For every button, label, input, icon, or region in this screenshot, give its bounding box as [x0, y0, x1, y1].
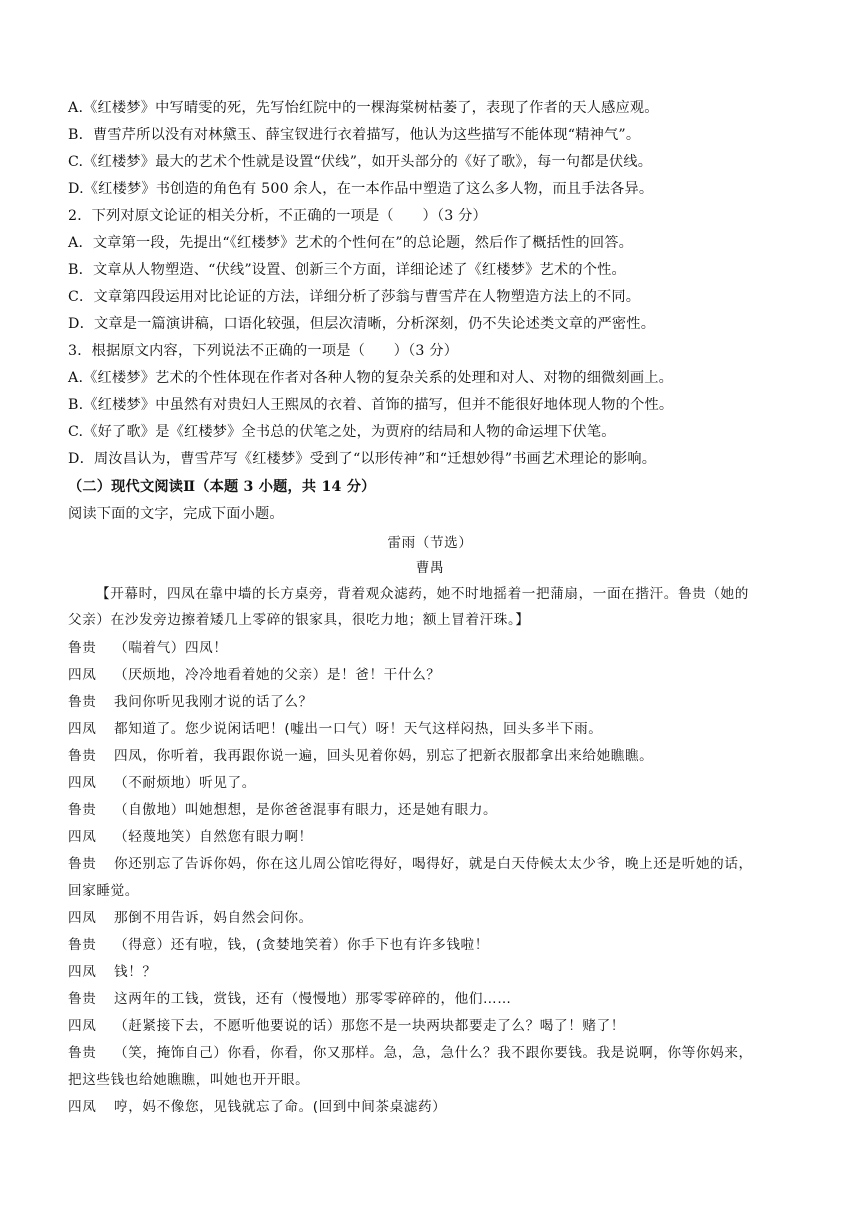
q2-option-c: C．文章第四段运用对比论证的方法，详细分析了莎翁与曹雪芹在人物塑造方法上的不同。 [68, 289, 641, 305]
dialogue-line [68, 800, 497, 820]
dialogue-text: （不耐烦地）听见了。 [114, 775, 256, 791]
speaker-name: 鲁贵 [68, 802, 97, 818]
dialogue-text: （厌烦地，冷冷地看着她的父亲）是！爸！干什么？ [114, 667, 441, 683]
speaker-name: 四凤 [68, 829, 97, 845]
speaker-name: 四凤 [68, 1018, 97, 1034]
play-title: 雷雨（节选） [387, 535, 473, 551]
dialogue-line [68, 1097, 446, 1117]
dialogue-line [68, 827, 313, 847]
section-heading: （二）现代文阅读Ⅱ（本题 3 小题，共 14 分） [68, 479, 376, 495]
speaker-name: 四凤 [68, 775, 97, 791]
dialogue-text: 那倒不用告诉，妈自然会问你。 [114, 910, 313, 926]
speaker-name: 鲁贵 [68, 748, 97, 764]
q3-option-d: D．周汝昌认为，曹雪芹写《红楼梦》受到了“以形传神”和“迁想妙得”书画艺术理论的影响。 [68, 451, 657, 467]
dialogue-line [68, 935, 489, 955]
dialogue-text: 都知道了。您少说闲话吧！(嘘出一口气）呀！天气这样闷热，回头多半下雨。 [114, 721, 603, 737]
dialogue-text: 你还别忘了告诉你妈，你在这儿周公馆吃得好，喝得好，就是白天侍候太太少爷，晚上还是听她的话， [114, 856, 753, 872]
dialogue-text: （得意）还有啦，钱，(贪婪地笑着）你手下也有许多钱啦！ [114, 937, 489, 953]
q2-option-d: D．文章是一篇演讲稿，口语化较强，但层次清晰，分析深刻，仍不失论述类文章的严密性。 [68, 316, 656, 332]
dialogue-line [68, 692, 313, 712]
stage-direction-line-2: 父亲）在沙发旁边擦着矮几上零碎的银家具，很吃力地；额上冒着汗珠。】 [68, 612, 530, 628]
dialogue-line [68, 773, 256, 793]
speaker-name: 鲁贵 [68, 694, 97, 710]
dialogue-line [68, 638, 228, 658]
speaker-name: 鲁贵 [68, 856, 97, 872]
dialogue-line [68, 1043, 753, 1063]
dialogue-text: 哼，妈不像您，见钱就忘了命。(回到中间茶桌滤药） [114, 1099, 447, 1115]
dialogue-line [68, 962, 157, 982]
dialogue-line [68, 989, 511, 1009]
speaker-name: 四凤 [68, 964, 97, 980]
dialogue-text: 我问你听见我刚才说的话了么？ [114, 694, 313, 710]
dialogue-text: （喘着气）四凤！ [114, 640, 228, 656]
q3-stem: 3．根据原文内容，下列说法不正确的一项是（ ）（3 分） [68, 343, 459, 359]
speaker-name: 四凤 [68, 667, 97, 683]
stage-direction-line-1: 【开幕时，四凤在靠中墙的长方桌旁，背着观众滤药，她不时地摇着一把蒲扇，一面在揩汗。鲁贵（她的 [96, 586, 749, 602]
q3-option-a: A.《红楼梦》艺术的个性体现在作者对各种人物的复杂关系的处理和对人、对物的细微刻画上。 [68, 370, 674, 386]
dialogue-line [68, 854, 753, 874]
dialogue-line [68, 719, 603, 739]
q2-option-a: A．文章第一段，先提出“《红楼梦》艺术的个性何在”的总论题，然后作了概括性的回答。 [68, 235, 633, 251]
dialogue-continuation: 把这些钱也给她瞧瞧，叫她也开开眼。 [68, 1072, 310, 1088]
dialogue-continuation: 回家睡觉。 [68, 883, 139, 899]
dialogue-text: （自傲地）叫她想想，是你爸爸混事有眼力，还是她有眼力。 [114, 802, 498, 818]
dialogue-text: （笑，掩饰自己）你看，你看，你又那样。急，急，急什么？我不跟你要钱。我是说啊，你等你妈来， [114, 1045, 753, 1061]
q2-option-b: B．文章从人物塑造、“伏线”设置、创新三个方面，详细论述了《红楼梦》艺术的个性。 [68, 262, 626, 278]
q1-option-c: C.《红楼梦》最大的艺术个性就是设置“伏线”，如开头部分的《好了歌》，每一句都是伏线。 [68, 154, 653, 170]
dialogue-text: 钱！？ [114, 964, 157, 980]
dialogue-text: （轻蔑地笑）自然您有眼力啊！ [114, 829, 313, 845]
dialogue-text: 这两年的工钱，赏钱，还有（慢慢地）那零零碎碎的，他们…… [114, 991, 512, 1007]
speaker-name: 鲁贵 [68, 991, 97, 1007]
speaker-name: 鲁贵 [68, 937, 97, 953]
speaker-name: 鲁贵 [68, 640, 97, 656]
reading-instruction: 阅读下面的文字，完成下面小题。 [68, 506, 284, 522]
speaker-name: 鲁贵 [68, 1045, 97, 1061]
speaker-name: 四凤 [68, 721, 97, 737]
dialogue-line [68, 665, 440, 685]
q1-option-a: A.《红楼梦》中写晴雯的死，先写怡红院中的一棵海棠树枯萎了，表现了作者的天人感应观。 [68, 100, 659, 116]
dialogue-text: 四凤，你听着，我再跟你说一遍，回头见着你妈，别忘了把新衣服都拿出来给她瞧瞧。 [114, 748, 654, 764]
q3-option-b: B.《红楼梦》中虽然有对贵妇人王熙凤的衣着、首饰的描写，但并不能很好地体现人物的个性。 [68, 397, 674, 413]
dialogue-line [68, 908, 313, 928]
dialogue-line [68, 746, 653, 766]
speaker-name: 四凤 [68, 1099, 97, 1115]
dialogue-line [68, 1016, 625, 1036]
q1-option-d: D.《红楼梦》书创造的角色有 500 余人，在一本作品中塑造了这么多人物，而且手法各异。 [68, 181, 654, 197]
play-author: 曹禺 [415, 560, 445, 576]
dialogue-text: （赶紧接下去，不愿听他要说的话）那您不是一块两块都要走了么？喝了！赌了！ [114, 1018, 625, 1034]
q3-option-c: C.《好了歌》是《红楼梦》全书总的伏笔之处，为贾府的结局和人物的命运埋下伏笔。 [68, 424, 616, 440]
q2-stem: 2．下列对原文论证的相关分析，不正确的一项是（ ）（3 分） [68, 208, 487, 224]
q1-option-b: B．曹雪芹所以没有对林黛玉、薛宝钗进行衣着描写，他认为这些描写不能体现“精神气”。 [68, 127, 641, 143]
speaker-name: 四凤 [68, 910, 97, 926]
